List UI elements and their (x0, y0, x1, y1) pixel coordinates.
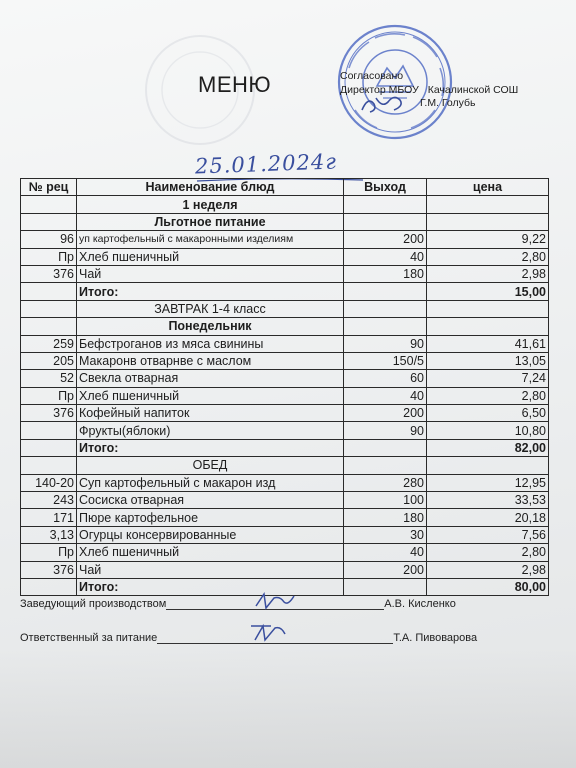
recipe-number-cell: 376 (21, 265, 77, 282)
price-cell: 2,80 (427, 544, 549, 561)
yield-cell: 40 (344, 544, 427, 561)
price-cell: 2,98 (427, 265, 549, 282)
price-cell: 6,50 (427, 405, 549, 422)
page-title: МЕНЮ (198, 72, 272, 97)
yield-cell: 60 (344, 370, 427, 387)
paper-shadow (0, 648, 576, 768)
nutrition-signature (245, 618, 293, 646)
dish-name-cell: Фрукты(яблоки) (77, 422, 344, 439)
dish-name-cell: уп картофельный с макаронными изделиям (77, 231, 344, 248)
table-row (21, 526, 549, 543)
header-yield: Выход (344, 179, 427, 196)
recipe-number-cell: Пр (21, 387, 77, 404)
dish-name-cell: Бефстроганов из мяса свинины (77, 335, 344, 352)
row-price-cell (427, 196, 549, 213)
yield-cell: 200 (344, 231, 427, 248)
approval-line-1: Согласовано (340, 70, 404, 82)
section-title-cell: ЗАВТРАК 1-4 класс (77, 300, 344, 317)
recipe-number-cell: 140-20 (21, 474, 77, 491)
header-recipe-number: № рец (21, 179, 77, 196)
row-yield-cell (344, 578, 427, 595)
section-title-cell: ОБЕД (77, 457, 344, 474)
table-header-row (21, 179, 549, 196)
handwritten-date: 25.01.2024г (194, 149, 338, 179)
dish-name-cell: Кофейный напиток (77, 405, 344, 422)
row-price-cell (427, 300, 549, 317)
yield-cell: 40 (344, 248, 427, 265)
dish-name-cell: Хлеб пшеничный (77, 544, 344, 561)
price-cell: 2,98 (427, 561, 549, 578)
price-cell: 2,80 (427, 387, 549, 404)
price-cell: 10,80 (427, 422, 549, 439)
total-label-cell: Итого: (77, 578, 344, 595)
yield-cell: 180 (344, 265, 427, 282)
table-row (21, 265, 549, 282)
row-code-cell (21, 457, 77, 474)
recipe-number-cell: 96 (21, 231, 77, 248)
recipe-number-cell: 376 (21, 561, 77, 578)
nutrition-name: Т.А. Пивоварова (393, 632, 478, 644)
row-yield-cell (344, 439, 427, 456)
table-row (21, 335, 549, 352)
price-cell: 7,56 (427, 526, 549, 543)
table-row (21, 405, 549, 422)
yield-cell: 180 (344, 509, 427, 526)
dish-name-cell: Чай (77, 561, 344, 578)
menu-table (20, 178, 549, 596)
table-row (21, 474, 549, 491)
row-code-cell (21, 578, 77, 595)
table-row (21, 457, 549, 474)
total-price-cell: 15,00 (427, 283, 549, 300)
director-signature (358, 90, 408, 118)
dish-name-cell: Макаронв отварнве с маслом (77, 352, 344, 369)
section-title-cell: 1 неделя (77, 196, 344, 213)
table-row (21, 544, 549, 561)
table-row (21, 213, 549, 230)
yield-cell: 30 (344, 526, 427, 543)
price-cell: 12,95 (427, 474, 549, 491)
price-cell: 9,22 (427, 231, 549, 248)
yield-cell: 200 (344, 405, 427, 422)
row-price-cell (427, 457, 549, 474)
yield-cell: 100 (344, 492, 427, 509)
approval-position: Директор МБОУ (340, 83, 419, 96)
table-row (21, 231, 549, 248)
menu-table-body (21, 196, 549, 596)
row-code-cell (21, 318, 77, 335)
price-cell: 7,24 (427, 370, 549, 387)
row-yield-cell (344, 318, 427, 335)
table-row (21, 387, 549, 404)
section-title-cell: Льготное питание (77, 213, 344, 230)
dish-name-cell: Хлеб пшеничный (77, 387, 344, 404)
total-price-cell: 80,00 (427, 578, 549, 595)
production-signature-line (20, 598, 456, 610)
row-code-cell (21, 300, 77, 317)
table-row (21, 561, 549, 578)
yield-cell: 150/5 (344, 352, 427, 369)
row-yield-cell (344, 213, 427, 230)
dish-name-cell: Пюре картофельное (77, 509, 344, 526)
recipe-number-cell: 243 (21, 492, 77, 509)
recipe-number-cell: Пр (21, 248, 77, 265)
production-signature (252, 590, 298, 614)
recipe-number-cell: 259 (21, 335, 77, 352)
table-row (21, 318, 549, 335)
price-cell: 2,80 (427, 248, 549, 265)
row-code-cell (21, 439, 77, 456)
table-row (21, 370, 549, 387)
table-row (21, 300, 549, 317)
dish-name-cell: Хлеб пшеничный (77, 248, 344, 265)
price-cell: 41,61 (427, 335, 549, 352)
total-label-cell: Итого: (77, 283, 344, 300)
table-row (21, 509, 549, 526)
recipe-number-cell: 171 (21, 509, 77, 526)
row-price-cell (427, 318, 549, 335)
table-row (21, 196, 549, 213)
table-row (21, 352, 549, 369)
price-cell: 20,18 (427, 509, 549, 526)
recipe-number-cell: 376 (21, 405, 77, 422)
recipe-number-cell (21, 422, 77, 439)
yield-cell: 40 (344, 387, 427, 404)
row-yield-cell (344, 457, 427, 474)
recipe-number-cell: 3,13 (21, 526, 77, 543)
row-code-cell (21, 283, 77, 300)
table-row (21, 248, 549, 265)
row-price-cell (427, 213, 549, 230)
recipe-number-cell: Пр (21, 544, 77, 561)
total-price-cell: 82,00 (427, 439, 549, 456)
price-cell: 13,05 (427, 352, 549, 369)
table-row (21, 422, 549, 439)
yield-cell: 90 (344, 335, 427, 352)
table-row (21, 439, 549, 456)
recipe-number-cell: 205 (21, 352, 77, 369)
row-yield-cell (344, 300, 427, 317)
row-code-cell (21, 196, 77, 213)
header-dish-name: Наименование блюд (77, 179, 344, 196)
header-price: цена (427, 179, 549, 196)
dish-name-cell: Суп картофельный с макарон изд (77, 474, 344, 491)
dish-name-cell: Чай (77, 265, 344, 282)
dish-name-cell: Огурцы консервированные (77, 526, 344, 543)
yield-cell: 90 (344, 422, 427, 439)
recipe-number-cell: 52 (21, 370, 77, 387)
row-code-cell (21, 213, 77, 230)
yield-cell: 200 (344, 561, 427, 578)
production-label: Заведующий производством (20, 598, 167, 610)
dish-name-cell: Сосиска отварная (77, 492, 344, 509)
approval-school: Качалинской СОШ (427, 83, 519, 96)
table-row (21, 283, 549, 300)
production-name: А.В. Кисленко (384, 598, 456, 610)
row-yield-cell (344, 283, 427, 300)
nutrition-label: Ответственный за питание (20, 632, 158, 644)
table-row (21, 492, 549, 509)
yield-cell: 280 (344, 474, 427, 491)
dish-name-cell: Свекла отварная (77, 370, 344, 387)
total-label-cell: Итого: (77, 439, 344, 456)
section-title-cell: Понедельник (77, 318, 344, 335)
price-cell: 33,53 (427, 492, 549, 509)
approval-director-name: Г.М. Голубь (420, 97, 476, 109)
row-yield-cell (344, 196, 427, 213)
